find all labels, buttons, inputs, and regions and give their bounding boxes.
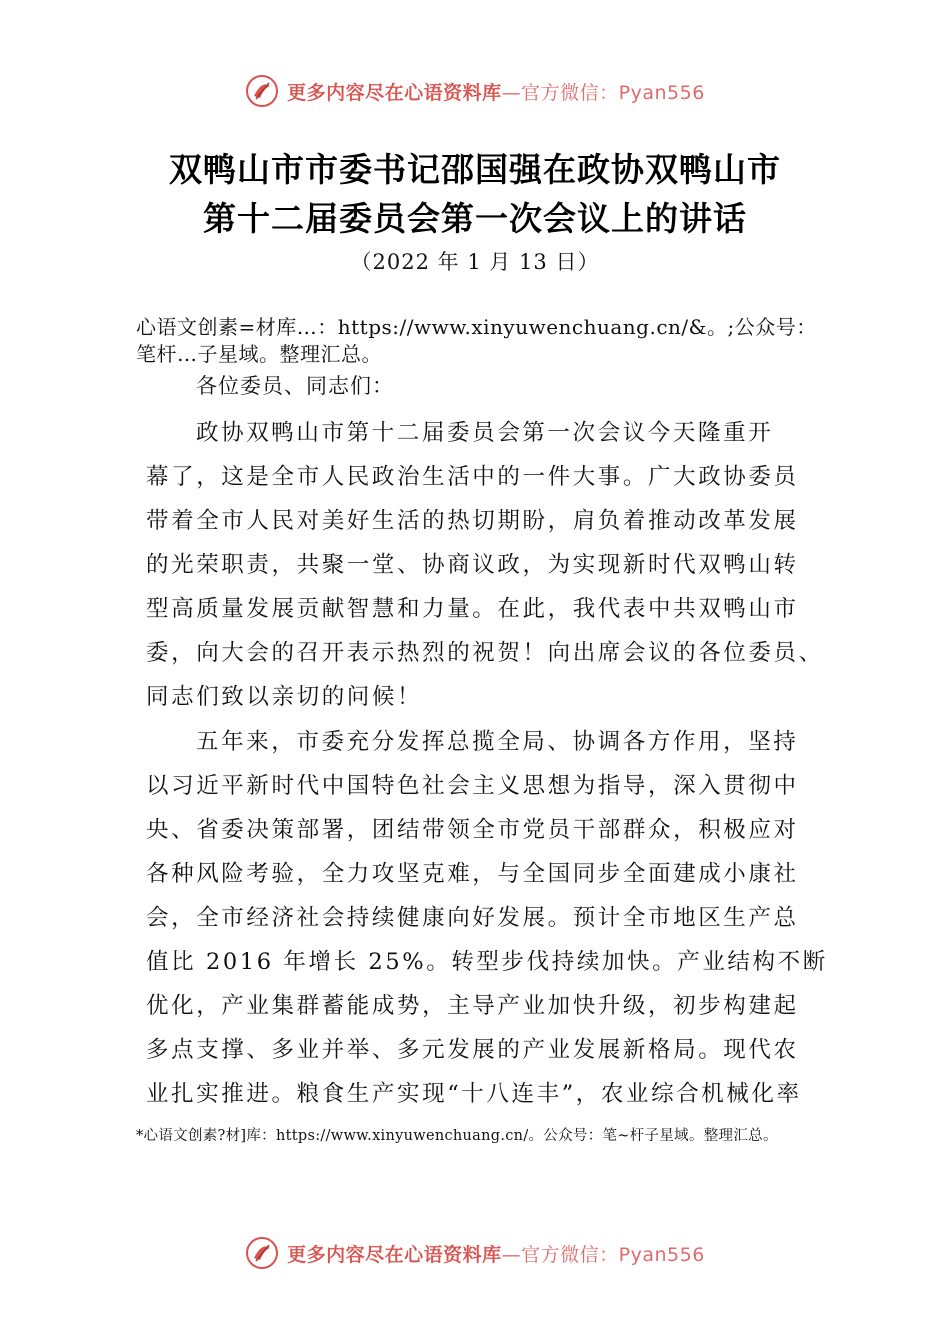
banner-lead: 更多内容尽在心语资料库 bbox=[287, 81, 502, 104]
page-title-line-1: 双鸭山市市委书记邵国强在政协双鸭山市 bbox=[169, 150, 781, 189]
paragraph-line: 多点支撑、多业并举、多元发展的产业发展新格局。现代农 bbox=[146, 1037, 799, 1063]
xinyu-logo-icon bbox=[245, 74, 279, 108]
banner-wechat: —官方微信：Pyan556 bbox=[501, 1243, 705, 1266]
banner-lead: 更多内容尽在心语资料库 bbox=[287, 1243, 502, 1266]
paragraph-line: 各种风险考验，全力攻坚克难，与全国同步全面建成小康社 bbox=[146, 861, 799, 887]
paragraph-line: 同志们致以亲切的问候！ bbox=[146, 684, 423, 710]
banner-wechat: —官方微信：Pyan556 bbox=[501, 81, 705, 104]
paragraph-line: 型高质量发展贡献智慧和力量。在此，我代表中共双鸭山市 bbox=[146, 596, 799, 622]
paragraph-line: 央、省委决策部署，团结带领全市党员干部群众，积极应对 bbox=[146, 817, 799, 843]
paragraph-line: 委，向大会的召开表示热烈的祝贺！向出席会议的各位委员、 bbox=[146, 640, 824, 666]
paragraph-line: 会，全市经济社会持续健康向好发展。预计全市地区生产总 bbox=[146, 905, 799, 931]
paragraph-line: 优化，产业集群蓄能成势，主导产业加快升级，初步构建起 bbox=[146, 993, 799, 1019]
paragraph-line: 带着全市人民对美好生活的热切期盼，肩负着推动改革发展 bbox=[146, 508, 799, 534]
paragraph-line: 业扎实推进。粮食生产实现“十八连丰”，农业综合机械化率 bbox=[146, 1081, 802, 1107]
paragraph-line: 五年来，市委充分发挥总揽全局、协调各方作用，坚持 bbox=[196, 729, 799, 755]
footnote: *心语文创素?材]库：https://www.xinyuwenchuang.cn/。公众号：笔~杆子星域。整理汇总。 bbox=[136, 1128, 778, 1144]
banner-text bbox=[287, 78, 705, 105]
banner-text bbox=[287, 1240, 705, 1267]
paragraph-line: 幕了，这是全市人民政治生活中的一件大事。广大政协委员 bbox=[146, 464, 799, 490]
source-note: 心语文创素=材库…：https://www.xinyuwenchuang.cn/&。;公众号：笔杆…子星域。整理汇总。 bbox=[136, 315, 817, 366]
paragraph-line: 以习近平新时代中国特色社会主义思想为指导，深入贯彻中 bbox=[146, 773, 799, 799]
footer-banner bbox=[0, 1236, 950, 1270]
xinyu-logo-icon bbox=[245, 1236, 279, 1270]
page-title-line-2: 第十二届委员会第一次会议上的讲话 bbox=[203, 199, 747, 238]
header-banner bbox=[0, 74, 950, 108]
paragraph-line: 的光荣职责，共聚一堂、协商议政，为实现新时代双鸭山转 bbox=[146, 552, 799, 578]
paragraph-line: 政协双鸭山市第十二届委员会第一次会议今天隆重开 bbox=[196, 420, 774, 446]
speech-date: （2022 年 1 月 13 日） bbox=[350, 250, 600, 274]
greeting: 各位委员、同志们： bbox=[196, 374, 394, 398]
paragraph-line: 值比 2016 年增长 25%。转型步伐持续加快。产业结构不断 bbox=[146, 949, 828, 975]
